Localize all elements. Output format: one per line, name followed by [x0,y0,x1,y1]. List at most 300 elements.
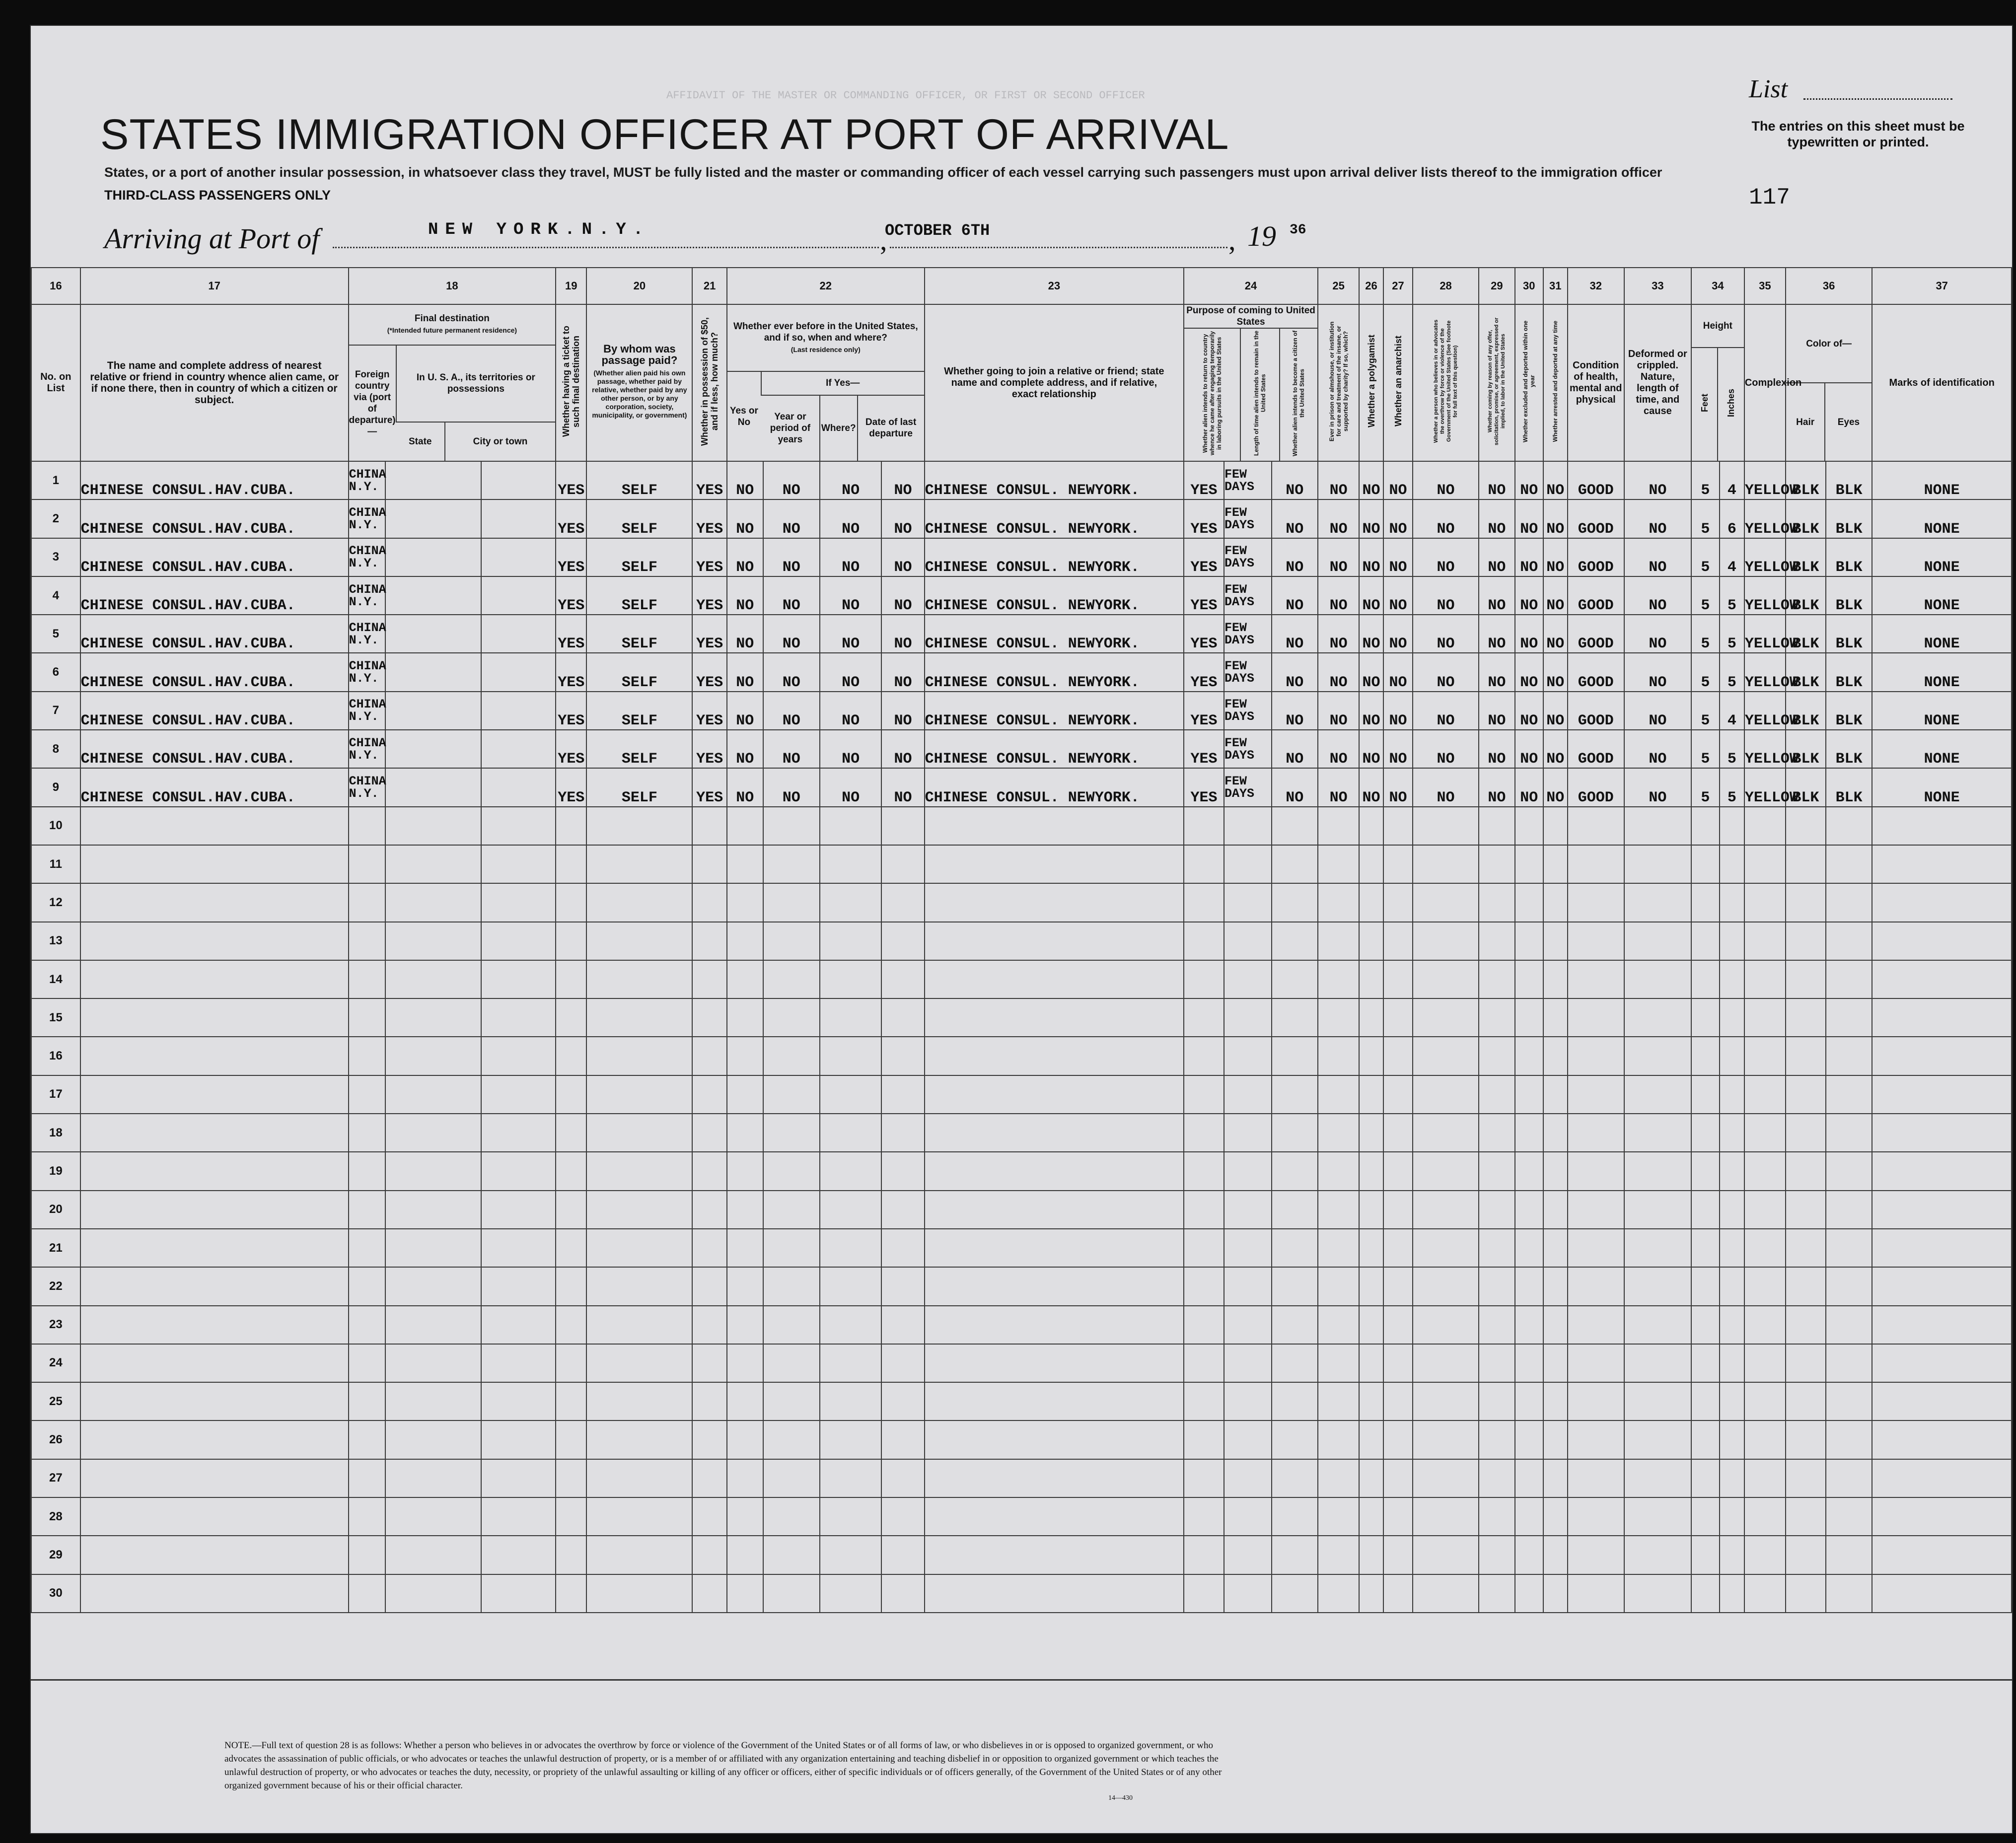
empty-cell[interactable] [1720,1267,1744,1305]
empty-cell[interactable] [1826,1344,1872,1382]
cell-foreign-country[interactable] [349,499,386,538]
cell-health[interactable]: GOOD [1568,576,1624,615]
empty-cell[interactable] [1543,1114,1568,1152]
empty-cell[interactable] [1543,1267,1568,1305]
empty-cell[interactable] [1515,922,1543,960]
empty-cell[interactable] [349,960,386,998]
row-number[interactable]: 29 [31,1536,80,1574]
empty-cell[interactable] [763,1267,820,1305]
empty-cell[interactable] [1413,1420,1479,1459]
cell-offer[interactable]: NO [1479,576,1515,615]
cell-inches[interactable]: 4 [1720,692,1744,730]
empty-cell[interactable] [1224,1459,1272,1497]
cell-length-of-stay[interactable] [1224,768,1272,806]
cell-eyes[interactable]: BLK [1826,538,1872,576]
cell-years[interactable]: NO [763,768,820,806]
empty-cell[interactable] [692,1152,727,1190]
empty-cell[interactable] [881,1152,924,1190]
cell-marks[interactable]: NONE [1872,768,2012,806]
empty-cell[interactable] [1543,1459,1568,1497]
empty-cell[interactable] [1224,1037,1272,1075]
empty-cell[interactable] [1224,1382,1272,1420]
empty-cell[interactable] [1224,883,1272,922]
cell-city[interactable] [481,576,556,615]
cell-before[interactable]: NO [727,653,763,691]
cell-paid[interactable]: SELF [586,615,692,653]
empty-cell[interactable] [385,1152,481,1190]
empty-cell[interactable] [1691,1152,1720,1190]
empty-cell[interactable] [1744,1267,1786,1305]
cell-anarchist[interactable]: NO [1383,461,1413,499]
empty-cell[interactable] [1744,1459,1786,1497]
empty-cell[interactable] [349,1191,386,1229]
empty-cell[interactable] [1515,1459,1543,1497]
cell-hair[interactable]: BLK [1786,692,1826,730]
empty-cell[interactable] [1413,1075,1479,1114]
empty-cell[interactable] [586,960,692,998]
empty-cell[interactable] [80,883,349,922]
cell-complexion[interactable]: YELLOW [1744,538,1786,576]
empty-cell[interactable] [1318,807,1359,845]
empty-cell[interactable] [820,1229,882,1267]
empty-cell[interactable] [1184,1459,1224,1497]
empty-cell[interactable] [1359,1037,1383,1075]
row-number[interactable]: 28 [31,1497,80,1536]
cell-q28[interactable]: NO [1413,461,1479,499]
empty-cell[interactable] [1568,807,1624,845]
empty-cell[interactable] [1744,807,1786,845]
empty-cell[interactable] [481,1382,556,1420]
cell-hair[interactable]: BLK [1786,730,1826,768]
empty-cell[interactable] [1383,1306,1413,1344]
empty-cell[interactable] [556,1267,586,1305]
empty-cell[interactable] [1691,1306,1720,1344]
empty-cell[interactable] [1359,1229,1383,1267]
cell-marks[interactable]: NONE [1872,692,2012,730]
cell-relative[interactable]: CHINESE CONSUL.HAV.CUBA. [80,538,349,576]
empty-cell[interactable] [692,1420,727,1459]
empty-cell[interactable] [1826,1420,1872,1459]
cell-deformed[interactable]: NO [1624,576,1691,615]
empty-cell[interactable] [1568,1152,1624,1190]
empty-cell[interactable] [1383,1536,1413,1574]
empty-cell[interactable] [349,1497,386,1536]
empty-cell[interactable] [481,1344,556,1382]
empty-cell[interactable] [481,1574,556,1613]
empty-cell[interactable] [586,1114,692,1152]
cell-excluded[interactable]: NO [1515,692,1543,730]
cell-offer[interactable]: NO [1479,768,1515,806]
empty-cell[interactable] [1383,1152,1413,1190]
empty-cell[interactable] [1568,1306,1624,1344]
empty-cell[interactable] [1624,1037,1691,1075]
empty-cell[interactable] [1691,883,1720,922]
empty-cell[interactable] [349,807,386,845]
empty-cell[interactable] [1479,1344,1515,1382]
empty-cell[interactable] [1786,845,1826,883]
empty-cell[interactable] [1744,1191,1786,1229]
row-number[interactable]: 11 [31,845,80,883]
cell-where[interactable]: NO [820,615,882,653]
cell-ret[interactable]: YES [1184,461,1224,499]
empty-cell[interactable] [385,960,481,998]
empty-cell[interactable] [586,1152,692,1190]
cell-years[interactable]: NO [763,461,820,499]
empty-cell[interactable] [1691,1536,1720,1574]
cell-excluded[interactable]: NO [1515,615,1543,653]
row-number[interactable]: 21 [31,1229,80,1267]
cell-length-of-stay[interactable] [1224,730,1272,768]
cell-hair[interactable]: BLK [1786,768,1826,806]
empty-cell[interactable] [1318,1536,1359,1574]
empty-cell[interactable] [1568,1420,1624,1459]
empty-cell[interactable] [1543,883,1568,922]
cell-joining[interactable]: CHINESE CONSUL. NEWYORK. [925,499,1184,538]
cell-deformed[interactable]: NO [1624,653,1691,691]
empty-cell[interactable] [1272,1536,1318,1574]
cell-complexion[interactable]: YELLOW [1744,615,1786,653]
empty-cell[interactable] [1720,1191,1744,1229]
empty-cell[interactable] [1568,1459,1624,1497]
empty-cell[interactable] [1272,1306,1318,1344]
empty-cell[interactable] [1272,1459,1318,1497]
row-number[interactable]: 24 [31,1344,80,1382]
empty-cell[interactable] [481,1229,556,1267]
empty-cell[interactable] [385,807,481,845]
empty-cell[interactable] [1272,960,1318,998]
cell-inches[interactable]: 5 [1720,615,1744,653]
cell-arrested[interactable]: NO [1543,499,1568,538]
empty-cell[interactable] [556,960,586,998]
cell-ret[interactable]: YES [1184,499,1224,538]
empty-cell[interactable] [80,1152,349,1190]
empty-cell[interactable] [556,1191,586,1229]
empty-cell[interactable] [727,1152,763,1190]
empty-cell[interactable] [1786,883,1826,922]
empty-cell[interactable] [1624,998,1691,1037]
empty-cell[interactable] [1744,1344,1786,1382]
cell-money[interactable]: YES [692,730,727,768]
empty-cell[interactable] [727,922,763,960]
cell-health[interactable]: GOOD [1568,615,1624,653]
empty-cell[interactable] [1568,1497,1624,1536]
empty-cell[interactable] [1318,1497,1359,1536]
empty-cell[interactable] [80,845,349,883]
empty-cell[interactable] [556,1306,586,1344]
empty-cell[interactable] [1318,1075,1359,1114]
empty-cell[interactable] [1691,1344,1720,1382]
empty-cell[interactable] [1515,1420,1543,1459]
cell-feet[interactable]: 5 [1691,461,1720,499]
cell-paid[interactable]: SELF [586,538,692,576]
cell-where[interactable]: NO [820,730,882,768]
empty-cell[interactable] [1691,1114,1720,1152]
empty-cell[interactable] [1224,1420,1272,1459]
row-number[interactable]: 18 [31,1114,80,1152]
empty-cell[interactable] [1413,1344,1479,1382]
cell-before[interactable]: NO [727,768,763,806]
empty-cell[interactable] [925,1152,1184,1190]
empty-cell[interactable] [1872,1152,2012,1190]
empty-cell[interactable] [1568,1229,1624,1267]
empty-cell[interactable] [1691,1382,1720,1420]
cell-polygamist[interactable]: NO [1359,692,1383,730]
empty-cell[interactable] [1224,845,1272,883]
empty-cell[interactable] [820,1420,882,1459]
cell-inches[interactable]: 5 [1720,576,1744,615]
empty-cell[interactable] [1720,1037,1744,1075]
empty-cell[interactable] [1224,1229,1272,1267]
empty-cell[interactable] [1786,1191,1826,1229]
empty-cell[interactable] [820,1536,882,1574]
empty-cell[interactable] [1318,922,1359,960]
cell-polygamist[interactable]: NO [1359,499,1383,538]
empty-cell[interactable] [1826,1382,1872,1420]
cell-city[interactable] [481,461,556,499]
empty-cell[interactable] [1515,1344,1543,1382]
cell-anarchist[interactable]: NO [1383,499,1413,538]
cell-marks[interactable]: NONE [1872,499,2012,538]
empty-cell[interactable] [1826,922,1872,960]
empty-cell[interactable] [1479,1114,1515,1152]
empty-cell[interactable] [385,1574,481,1613]
empty-cell[interactable] [1184,1267,1224,1305]
row-number[interactable]: 9 [31,768,80,806]
cell-ticket[interactable]: YES [556,499,586,538]
empty-cell[interactable] [1872,1574,2012,1613]
empty-cell[interactable] [692,1267,727,1305]
cell-paid[interactable]: SELF [586,653,692,691]
cell-foreign-country[interactable] [349,692,386,730]
cell-joining[interactable]: CHINESE CONSUL. NEWYORK. [925,692,1184,730]
cell-marks[interactable]: NONE [1872,730,2012,768]
cell-before[interactable]: NO [727,730,763,768]
empty-cell[interactable] [1413,960,1479,998]
empty-cell[interactable] [925,1267,1184,1305]
cell-hair[interactable]: BLK [1786,499,1826,538]
empty-cell[interactable] [1624,1229,1691,1267]
empty-cell[interactable] [556,1497,586,1536]
empty-cell[interactable] [586,1574,692,1613]
empty-cell[interactable] [481,1114,556,1152]
cell-arrested[interactable]: NO [1543,538,1568,576]
cell-q28[interactable]: NO [1413,615,1479,653]
empty-cell[interactable] [1479,1152,1515,1190]
empty-cell[interactable] [925,1497,1184,1536]
empty-cell[interactable] [1543,1075,1568,1114]
empty-cell[interactable] [925,807,1184,845]
empty-cell[interactable] [763,1114,820,1152]
cell-ticket[interactable]: YES [556,461,586,499]
empty-cell[interactable] [1568,922,1624,960]
empty-cell[interactable] [1318,1382,1359,1420]
empty-cell[interactable] [1624,1152,1691,1190]
empty-cell[interactable] [1624,1267,1691,1305]
cell-inches[interactable]: 5 [1720,730,1744,768]
cell-ticket[interactable]: YES [556,692,586,730]
empty-cell[interactable] [763,1037,820,1075]
empty-cell[interactable] [925,1229,1184,1267]
cell-hair[interactable]: BLK [1786,653,1826,691]
cell-offer[interactable]: NO [1479,461,1515,499]
empty-cell[interactable] [1826,1152,1872,1190]
empty-cell[interactable] [1224,807,1272,845]
empty-cell[interactable] [80,1536,349,1574]
empty-cell[interactable] [925,1382,1184,1420]
empty-cell[interactable] [1720,1152,1744,1190]
empty-cell[interactable] [1184,1306,1224,1344]
empty-cell[interactable] [1720,1536,1744,1574]
empty-cell[interactable] [1543,845,1568,883]
row-number[interactable]: 26 [31,1420,80,1459]
empty-cell[interactable] [1720,1229,1744,1267]
empty-cell[interactable] [1872,922,2012,960]
empty-cell[interactable] [820,1114,882,1152]
cell-ticket[interactable]: YES [556,538,586,576]
empty-cell[interactable] [881,960,924,998]
cell-money[interactable]: YES [692,538,727,576]
cell-where[interactable]: NO [820,461,882,499]
empty-cell[interactable] [1691,1075,1720,1114]
empty-cell[interactable] [763,1497,820,1536]
empty-cell[interactable] [1624,883,1691,922]
empty-cell[interactable] [692,1382,727,1420]
empty-cell[interactable] [1318,1344,1359,1382]
empty-cell[interactable] [1786,1152,1826,1190]
empty-cell[interactable] [385,1420,481,1459]
cell-polygamist[interactable]: NO [1359,730,1383,768]
empty-cell[interactable] [881,922,924,960]
row-number[interactable]: 14 [31,960,80,998]
cell-q28[interactable]: NO [1413,653,1479,691]
cell-health[interactable]: GOOD [1568,461,1624,499]
cell-length-of-stay[interactable] [1224,499,1272,538]
empty-cell[interactable] [481,1536,556,1574]
empty-cell[interactable] [586,1191,692,1229]
empty-cell[interactable] [925,960,1184,998]
cell-hair[interactable]: BLK [1786,461,1826,499]
empty-cell[interactable] [1543,1191,1568,1229]
cell-health[interactable]: GOOD [1568,499,1624,538]
empty-cell[interactable] [727,1344,763,1382]
cell-before[interactable]: NO [727,615,763,653]
empty-cell[interactable] [763,1344,820,1382]
empty-cell[interactable] [586,1536,692,1574]
empty-cell[interactable] [925,998,1184,1037]
empty-cell[interactable] [385,1229,481,1267]
empty-cell[interactable] [1786,1382,1826,1420]
empty-cell[interactable] [1786,922,1826,960]
empty-cell[interactable] [1359,1497,1383,1536]
cell-ret[interactable]: YES [1184,692,1224,730]
empty-cell[interactable] [1744,883,1786,922]
empty-cell[interactable] [1568,1114,1624,1152]
empty-cell[interactable] [1479,1497,1515,1536]
empty-cell[interactable] [1624,960,1691,998]
empty-cell[interactable] [556,1382,586,1420]
empty-cell[interactable] [881,807,924,845]
empty-cell[interactable] [1624,1382,1691,1420]
row-number[interactable]: 30 [31,1574,80,1613]
empty-cell[interactable] [763,1459,820,1497]
empty-cell[interactable] [481,807,556,845]
cell-q28[interactable]: NO [1413,538,1479,576]
empty-cell[interactable] [1543,807,1568,845]
cell-prison[interactable]: NO [1318,768,1359,806]
cell-feet[interactable]: 5 [1691,576,1720,615]
empty-cell[interactable] [1720,807,1744,845]
empty-cell[interactable] [1479,1306,1515,1344]
empty-cell[interactable] [1224,1536,1272,1574]
empty-cell[interactable] [1786,1459,1826,1497]
empty-cell[interactable] [820,1037,882,1075]
cell-ticket[interactable]: YES [556,653,586,691]
cell-q28[interactable]: NO [1413,768,1479,806]
empty-cell[interactable] [80,1420,349,1459]
cell-joining[interactable]: CHINESE CONSUL. NEWYORK. [925,538,1184,576]
cell-departure[interactable]: NO [881,461,924,499]
empty-cell[interactable] [1479,1536,1515,1574]
cell-departure[interactable]: NO [881,692,924,730]
cell-prison[interactable]: NO [1318,576,1359,615]
empty-cell[interactable] [727,998,763,1037]
empty-cell[interactable] [1359,998,1383,1037]
cell-excluded[interactable]: NO [1515,653,1543,691]
cell-relative[interactable]: CHINESE CONSUL.HAV.CUBA. [80,461,349,499]
cell-marks[interactable]: NONE [1872,615,2012,653]
cell-money[interactable]: YES [692,499,727,538]
empty-cell[interactable] [1479,807,1515,845]
empty-cell[interactable] [1224,1114,1272,1152]
empty-cell[interactable] [1413,1536,1479,1574]
empty-cell[interactable] [1359,1114,1383,1152]
empty-cell[interactable] [1691,1574,1720,1613]
empty-cell[interactable] [1383,1267,1413,1305]
empty-cell[interactable] [385,922,481,960]
empty-cell[interactable] [1224,1152,1272,1190]
empty-cell[interactable] [586,1420,692,1459]
empty-cell[interactable] [1413,998,1479,1037]
empty-cell[interactable] [349,1344,386,1382]
empty-cell[interactable] [1359,1536,1383,1574]
empty-cell[interactable] [385,1114,481,1152]
empty-cell[interactable] [727,845,763,883]
row-number[interactable]: 1 [31,461,80,499]
empty-cell[interactable] [349,1420,386,1459]
empty-cell[interactable] [820,1344,882,1382]
empty-cell[interactable] [1224,960,1272,998]
empty-cell[interactable] [1543,1536,1568,1574]
cell-money[interactable]: YES [692,461,727,499]
empty-cell[interactable] [1691,1459,1720,1497]
empty-cell[interactable] [1515,1536,1543,1574]
row-number[interactable]: 22 [31,1267,80,1305]
empty-cell[interactable] [1720,1574,1744,1613]
empty-cell[interactable] [1184,1420,1224,1459]
empty-cell[interactable] [1318,1306,1359,1344]
empty-cell[interactable] [1720,1306,1744,1344]
empty-cell[interactable] [763,883,820,922]
empty-cell[interactable] [1184,845,1224,883]
cell-health[interactable]: GOOD [1568,653,1624,691]
empty-cell[interactable] [1691,1267,1720,1305]
cell-ret[interactable]: YES [1184,768,1224,806]
empty-cell[interactable] [1413,1574,1479,1613]
port-of-arrival[interactable]: NEW YORK.N.Y. [428,220,650,239]
empty-cell[interactable] [881,1420,924,1459]
empty-cell[interactable] [481,1037,556,1075]
cell-inches[interactable]: 4 [1720,461,1744,499]
